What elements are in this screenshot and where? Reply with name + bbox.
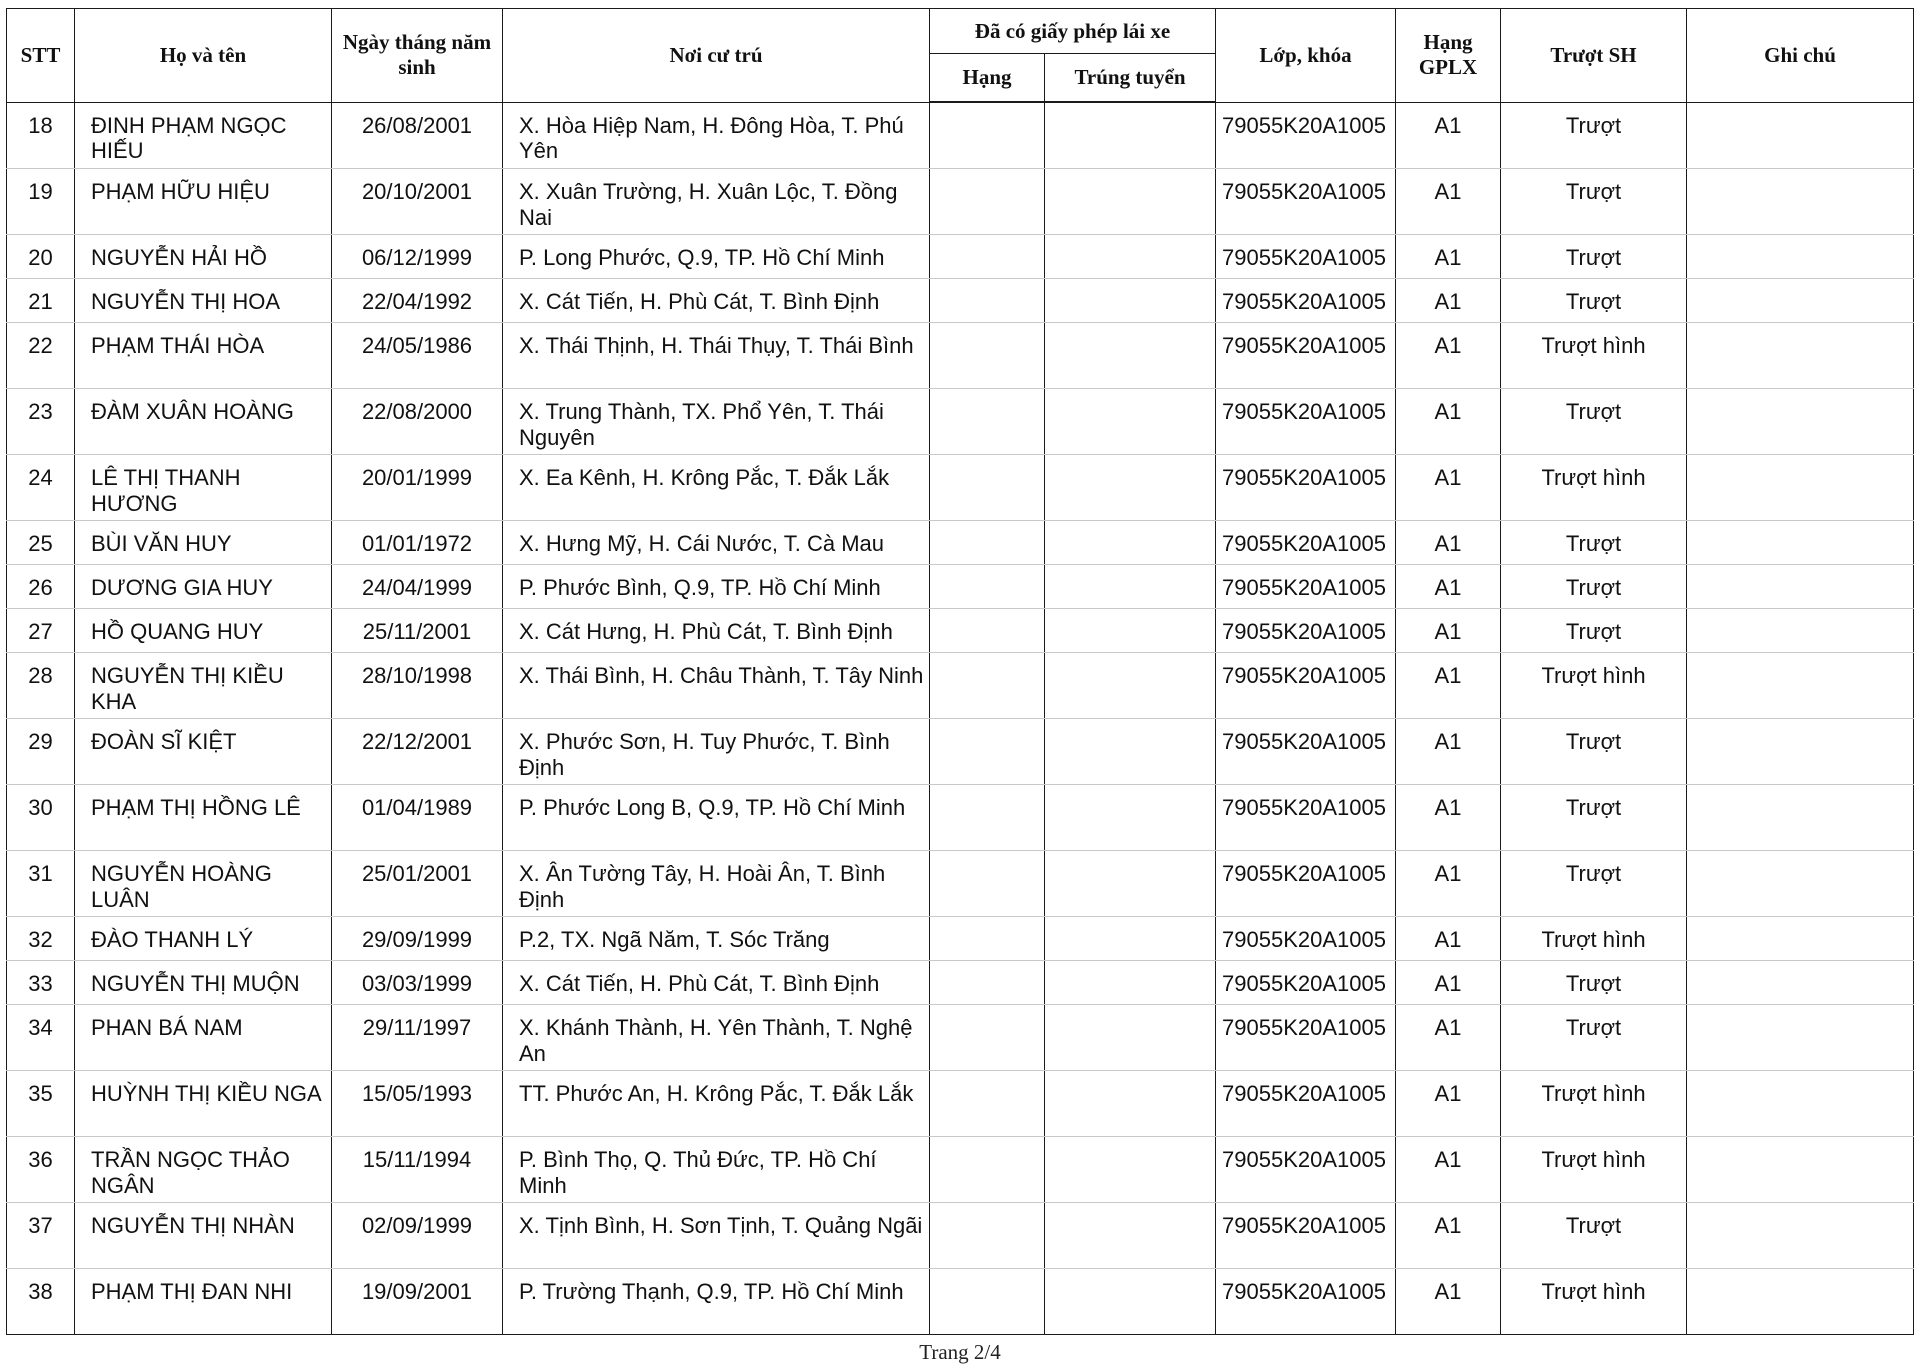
cell-note <box>1687 521 1914 565</box>
cell-gplx: A1 <box>1396 102 1501 169</box>
header-license-group: Đã có giấy phép lái xe <box>930 9 1216 54</box>
cell-license-class <box>930 389 1045 455</box>
cell-stt: 20 <box>7 235 75 279</box>
cell-license-class <box>930 521 1045 565</box>
cell-license-admitted <box>1045 961 1216 1005</box>
cell-sh-result: Trượt <box>1501 1203 1687 1269</box>
cell-class-course: 79055K20A1005 <box>1216 521 1396 565</box>
cell-license-class <box>930 609 1045 653</box>
table-row <box>7 235 1914 279</box>
cell-gplx: A1 <box>1396 455 1501 521</box>
table-row <box>7 785 1914 851</box>
header-gplx-class: Hạng GPLX <box>1396 9 1501 103</box>
cell-class-course: 79055K20A1005 <box>1216 455 1396 521</box>
cell-residence: X. Cát Hưng, H. Phù Cát, T. Bình Định <box>503 609 930 653</box>
table-row <box>7 1137 1914 1203</box>
cell-gplx: A1 <box>1396 389 1501 455</box>
cell-class-course: 79055K20A1005 <box>1216 851 1396 917</box>
cell-sh-result: Trượt hình <box>1501 455 1687 521</box>
cell-license-admitted <box>1045 719 1216 785</box>
cell-note <box>1687 609 1914 653</box>
cell-sh-result: Trượt hình <box>1501 323 1687 389</box>
cell-stt: 25 <box>7 521 75 565</box>
cell-sh-result: Trượt <box>1501 785 1687 851</box>
cell-note <box>1687 279 1914 323</box>
cell-stt: 24 <box>7 455 75 521</box>
cell-residence: X. Hòa Hiệp Nam, H. Đông Hòa, T. Phú Yên <box>503 102 930 169</box>
table-row <box>7 565 1914 609</box>
cell-license-admitted <box>1045 1203 1216 1269</box>
cell-stt: 18 <box>7 102 75 169</box>
cell-residence: X. Cát Tiến, H. Phù Cát, T. Bình Định <box>503 279 930 323</box>
cell-dob: 22/08/2000 <box>332 389 503 455</box>
cell-note <box>1687 389 1914 455</box>
cell-license-admitted <box>1045 917 1216 961</box>
cell-name: PHẠM THÁI HÒA <box>75 323 332 389</box>
table-row <box>7 719 1914 785</box>
cell-note <box>1687 235 1914 279</box>
cell-sh-result: Trượt <box>1501 719 1687 785</box>
cell-class-course: 79055K20A1005 <box>1216 609 1396 653</box>
cell-license-class <box>930 1137 1045 1203</box>
cell-sh-result: Trượt <box>1501 1005 1687 1071</box>
cell-stt: 36 <box>7 1137 75 1203</box>
cell-residence: TT. Phước An, H. Krông Pắc, T. Đắk Lắk <box>503 1071 930 1137</box>
cell-gplx: A1 <box>1396 653 1501 719</box>
cell-residence: P.2, TX. Ngã Năm, T. Sóc Trăng <box>503 917 930 961</box>
cell-gplx: A1 <box>1396 1005 1501 1071</box>
cell-license-admitted <box>1045 389 1216 455</box>
cell-dob: 28/10/1998 <box>332 653 503 719</box>
cell-stt: 23 <box>7 389 75 455</box>
cell-dob: 22/04/1992 <box>332 279 503 323</box>
cell-note <box>1687 961 1914 1005</box>
cell-note <box>1687 719 1914 785</box>
cell-stt: 38 <box>7 1269 75 1335</box>
cell-gplx: A1 <box>1396 521 1501 565</box>
cell-license-class <box>930 1071 1045 1137</box>
cell-name: LÊ THỊ THANH HƯƠNG <box>75 455 332 521</box>
cell-class-course: 79055K20A1005 <box>1216 719 1396 785</box>
cell-license-class <box>930 653 1045 719</box>
header-class-course: Lớp, khóa <box>1216 9 1396 103</box>
cell-sh-result: Trượt <box>1501 961 1687 1005</box>
cell-stt: 37 <box>7 1203 75 1269</box>
cell-sh-result: Trượt <box>1501 279 1687 323</box>
cell-license-class <box>930 1269 1045 1335</box>
cell-class-course: 79055K20A1005 <box>1216 1071 1396 1137</box>
cell-license-admitted <box>1045 521 1216 565</box>
cell-sh-result: Trượt hình <box>1501 1071 1687 1137</box>
cell-gplx: A1 <box>1396 323 1501 389</box>
cell-sh-result: Trượt <box>1501 851 1687 917</box>
cell-name: ĐÀM XUÂN HOÀNG <box>75 389 332 455</box>
cell-name: ĐINH PHẠM NGỌC HIẾU <box>75 102 332 169</box>
cell-sh-result: Trượt <box>1501 609 1687 653</box>
cell-note <box>1687 102 1914 169</box>
cell-license-class <box>930 917 1045 961</box>
cell-gplx: A1 <box>1396 235 1501 279</box>
table-row <box>7 279 1914 323</box>
cell-residence: P. Trường Thạnh, Q.9, TP. Hồ Chí Minh <box>503 1269 930 1335</box>
cell-sh-result: Trượt hình <box>1501 1269 1687 1335</box>
cell-name: DƯƠNG GIA HUY <box>75 565 332 609</box>
cell-stt: 28 <box>7 653 75 719</box>
cell-gplx: A1 <box>1396 851 1501 917</box>
cell-residence: X. Thái Thịnh, H. Thái Thụy, T. Thái Bình <box>503 323 930 389</box>
cell-name: PHẠM THỊ ĐAN NHI <box>75 1269 332 1335</box>
table-row <box>7 521 1914 565</box>
cell-residence: X. Trung Thành, TX. Phổ Yên, T. Thái Nguyên <box>503 389 930 455</box>
cell-license-class <box>930 323 1045 389</box>
cell-residence: X. Ân Tường Tây, H. Hoài Ân, T. Bình Định <box>503 851 930 917</box>
cell-note <box>1687 1005 1914 1071</box>
cell-note <box>1687 1071 1914 1137</box>
cell-sh-result: Trượt hình <box>1501 653 1687 719</box>
cell-class-course: 79055K20A1005 <box>1216 917 1396 961</box>
header-note: Ghi chú <box>1687 9 1914 103</box>
cell-dob: 01/04/1989 <box>332 785 503 851</box>
cell-license-admitted <box>1045 785 1216 851</box>
cell-residence: P. Long Phước, Q.9, TP. Hồ Chí Minh <box>503 235 930 279</box>
cell-dob: 20/01/1999 <box>332 455 503 521</box>
table-row <box>7 1005 1914 1071</box>
cell-class-course: 79055K20A1005 <box>1216 1005 1396 1071</box>
cell-note <box>1687 1137 1914 1203</box>
cell-class-course: 79055K20A1005 <box>1216 1203 1396 1269</box>
cell-class-course: 79055K20A1005 <box>1216 1269 1396 1335</box>
cell-note <box>1687 1269 1914 1335</box>
cell-license-admitted <box>1045 1071 1216 1137</box>
cell-note <box>1687 323 1914 389</box>
cell-name: HỒ QUANG HUY <box>75 609 332 653</box>
cell-license-admitted <box>1045 1269 1216 1335</box>
table-row <box>7 1071 1914 1137</box>
cell-license-class <box>930 1005 1045 1071</box>
cell-dob: 29/09/1999 <box>332 917 503 961</box>
table-row <box>7 102 1914 169</box>
cell-license-class <box>930 1203 1045 1269</box>
cell-license-admitted <box>1045 323 1216 389</box>
cell-name: NGUYỄN HẢI HỒ <box>75 235 332 279</box>
cell-sh-result: Trượt <box>1501 102 1687 169</box>
table-row <box>7 653 1914 719</box>
cell-name: ĐÀO THANH LÝ <box>75 917 332 961</box>
cell-class-course: 79055K20A1005 <box>1216 169 1396 235</box>
cell-sh-result: Trượt hình <box>1501 917 1687 961</box>
cell-name: ĐOÀN SĨ KIỆT <box>75 719 332 785</box>
cell-sh-result: Trượt <box>1501 521 1687 565</box>
cell-note <box>1687 653 1914 719</box>
cell-note <box>1687 851 1914 917</box>
cell-license-class <box>930 102 1045 169</box>
cell-stt: 27 <box>7 609 75 653</box>
cell-license-class <box>930 279 1045 323</box>
cell-license-admitted <box>1045 1005 1216 1071</box>
cell-gplx: A1 <box>1396 1137 1501 1203</box>
cell-license-admitted <box>1045 102 1216 169</box>
cell-gplx: A1 <box>1396 961 1501 1005</box>
cell-gplx: A1 <box>1396 169 1501 235</box>
table-body <box>7 102 1914 1335</box>
cell-residence: X. Khánh Thành, H. Yên Thành, T. Nghệ An <box>503 1005 930 1071</box>
cell-class-course: 79055K20A1005 <box>1216 565 1396 609</box>
cell-stt: 22 <box>7 323 75 389</box>
table-row <box>7 1203 1914 1269</box>
table-row <box>7 961 1914 1005</box>
cell-residence: X. Xuân Trường, H. Xuân Lộc, T. Đồng Nai <box>503 169 930 235</box>
cell-license-class <box>930 455 1045 521</box>
cell-license-admitted <box>1045 279 1216 323</box>
cell-residence: X. Hưng Mỹ, H. Cái Nước, T. Cà Mau <box>503 521 930 565</box>
cell-gplx: A1 <box>1396 565 1501 609</box>
cell-name: NGUYỄN HOÀNG LUÂN <box>75 851 332 917</box>
cell-stt: 29 <box>7 719 75 785</box>
cell-name: NGUYỄN THỊ MUỘN <box>75 961 332 1005</box>
cell-gplx: A1 <box>1396 1269 1501 1335</box>
cell-name: TRẦN NGỌC THẢO NGÂN <box>75 1137 332 1203</box>
cell-sh-result: Trượt <box>1501 565 1687 609</box>
cell-class-course: 79055K20A1005 <box>1216 961 1396 1005</box>
table-row <box>7 169 1914 235</box>
cell-note <box>1687 1203 1914 1269</box>
cell-dob: 15/11/1994 <box>332 1137 503 1203</box>
table-row <box>7 389 1914 455</box>
cell-name: HUỲNH THỊ KIỀU NGA <box>75 1071 332 1137</box>
cell-gplx: A1 <box>1396 719 1501 785</box>
header-residence: Nơi cư trú <box>503 9 930 103</box>
cell-stt: 33 <box>7 961 75 1005</box>
cell-class-course: 79055K20A1005 <box>1216 235 1396 279</box>
cell-residence: X. Cát Tiến, H. Phù Cát, T. Bình Định <box>503 961 930 1005</box>
cell-dob: 25/01/2001 <box>332 851 503 917</box>
cell-license-class <box>930 785 1045 851</box>
cell-gplx: A1 <box>1396 917 1501 961</box>
cell-residence: P. Bình Thọ, Q. Thủ Đức, TP. Hồ Chí Minh <box>503 1137 930 1203</box>
cell-license-class <box>930 719 1045 785</box>
cell-license-admitted <box>1045 851 1216 917</box>
cell-residence: X. Thái Bình, H. Châu Thành, T. Tây Ninh <box>503 653 930 719</box>
cell-note <box>1687 565 1914 609</box>
cell-dob: 06/12/1999 <box>332 235 503 279</box>
cell-class-course: 79055K20A1005 <box>1216 653 1396 719</box>
cell-gplx: A1 <box>1396 279 1501 323</box>
cell-class-course: 79055K20A1005 <box>1216 785 1396 851</box>
cell-dob: 20/10/2001 <box>332 169 503 235</box>
cell-name: NGUYỄN THỊ NHÀN <box>75 1203 332 1269</box>
cell-stt: 32 <box>7 917 75 961</box>
cell-license-admitted <box>1045 653 1216 719</box>
cell-license-class <box>930 565 1045 609</box>
cell-stt: 21 <box>7 279 75 323</box>
cell-gplx: A1 <box>1396 1203 1501 1269</box>
cell-residence: X. Tịnh Bình, H. Sơn Tịnh, T. Quảng Ngãi <box>503 1203 930 1269</box>
cell-residence: P. Phước Long B, Q.9, TP. Hồ Chí Minh <box>503 785 930 851</box>
cell-dob: 24/05/1986 <box>332 323 503 389</box>
cell-license-admitted <box>1045 235 1216 279</box>
cell-class-course: 79055K20A1005 <box>1216 389 1396 455</box>
table-row <box>7 1269 1914 1335</box>
cell-class-course: 79055K20A1005 <box>1216 279 1396 323</box>
table-header <box>7 9 1914 103</box>
cell-class-course: 79055K20A1005 <box>1216 1137 1396 1203</box>
cell-note <box>1687 917 1914 961</box>
cell-license-admitted <box>1045 565 1216 609</box>
cell-dob: 24/04/1999 <box>332 565 503 609</box>
cell-residence: X. Phước Sơn, H. Tuy Phước, T. Bình Định <box>503 719 930 785</box>
cell-dob: 26/08/2001 <box>332 102 503 169</box>
cell-stt: 31 <box>7 851 75 917</box>
cell-name: PHAN BÁ NAM <box>75 1005 332 1071</box>
cell-name: NGUYỄN THỊ KIỀU KHA <box>75 653 332 719</box>
cell-dob: 22/12/2001 <box>332 719 503 785</box>
cell-note <box>1687 455 1914 521</box>
cell-gplx: A1 <box>1396 1071 1501 1137</box>
cell-stt: 19 <box>7 169 75 235</box>
table-row <box>7 609 1914 653</box>
header-stt: STT <box>7 9 75 103</box>
cell-sh-result: Trượt hình <box>1501 1137 1687 1203</box>
cell-license-admitted <box>1045 1137 1216 1203</box>
table-row <box>7 323 1914 389</box>
table-row <box>7 917 1914 961</box>
cell-note <box>1687 785 1914 851</box>
cell-license-class <box>930 961 1045 1005</box>
table-row <box>7 851 1914 917</box>
exam-result-table <box>6 8 1914 1335</box>
header-dob: Ngày tháng năm sinh <box>332 9 503 103</box>
cell-gplx: A1 <box>1396 609 1501 653</box>
cell-name: PHẠM HỮU HIỆU <box>75 169 332 235</box>
cell-name: NGUYỄN THỊ HOA <box>75 279 332 323</box>
cell-license-admitted <box>1045 455 1216 521</box>
cell-class-course: 79055K20A1005 <box>1216 323 1396 389</box>
header-name: Họ và tên <box>75 9 332 103</box>
cell-note <box>1687 169 1914 235</box>
cell-license-admitted <box>1045 609 1216 653</box>
cell-gplx: A1 <box>1396 785 1501 851</box>
cell-residence: P. Phước Bình, Q.9, TP. Hồ Chí Minh <box>503 565 930 609</box>
cell-dob: 25/11/2001 <box>332 609 503 653</box>
cell-dob: 03/03/1999 <box>332 961 503 1005</box>
cell-dob: 29/11/1997 <box>332 1005 503 1071</box>
cell-class-course: 79055K20A1005 <box>1216 102 1396 169</box>
cell-stt: 30 <box>7 785 75 851</box>
cell-license-class <box>930 169 1045 235</box>
cell-residence: X. Ea Kênh, H. Krông Pắc, T. Đắk Lắk <box>503 455 930 521</box>
cell-dob: 01/01/1972 <box>332 521 503 565</box>
cell-sh-result: Trượt <box>1501 169 1687 235</box>
page-number: Trang 2/4 <box>919 1340 1001 1364</box>
header-sh-fail: Trượt SH <box>1501 9 1687 103</box>
cell-stt: 34 <box>7 1005 75 1071</box>
cell-license-class <box>930 851 1045 917</box>
cell-sh-result: Trượt <box>1501 235 1687 279</box>
cell-dob: 19/09/2001 <box>332 1269 503 1335</box>
cell-stt: 35 <box>7 1071 75 1137</box>
cell-dob: 02/09/1999 <box>332 1203 503 1269</box>
cell-name: PHẠM THỊ HỒNG LÊ <box>75 785 332 851</box>
cell-dob: 15/05/1993 <box>332 1071 503 1137</box>
cell-license-class <box>930 235 1045 279</box>
header-license-class: Hạng <box>930 54 1045 103</box>
cell-sh-result: Trượt <box>1501 389 1687 455</box>
table-row <box>7 455 1914 521</box>
cell-name: BÙI VĂN HUY <box>75 521 332 565</box>
header-license-admitted: Trúng tuyển <box>1045 54 1216 103</box>
cell-license-admitted <box>1045 169 1216 235</box>
cell-stt: 26 <box>7 565 75 609</box>
